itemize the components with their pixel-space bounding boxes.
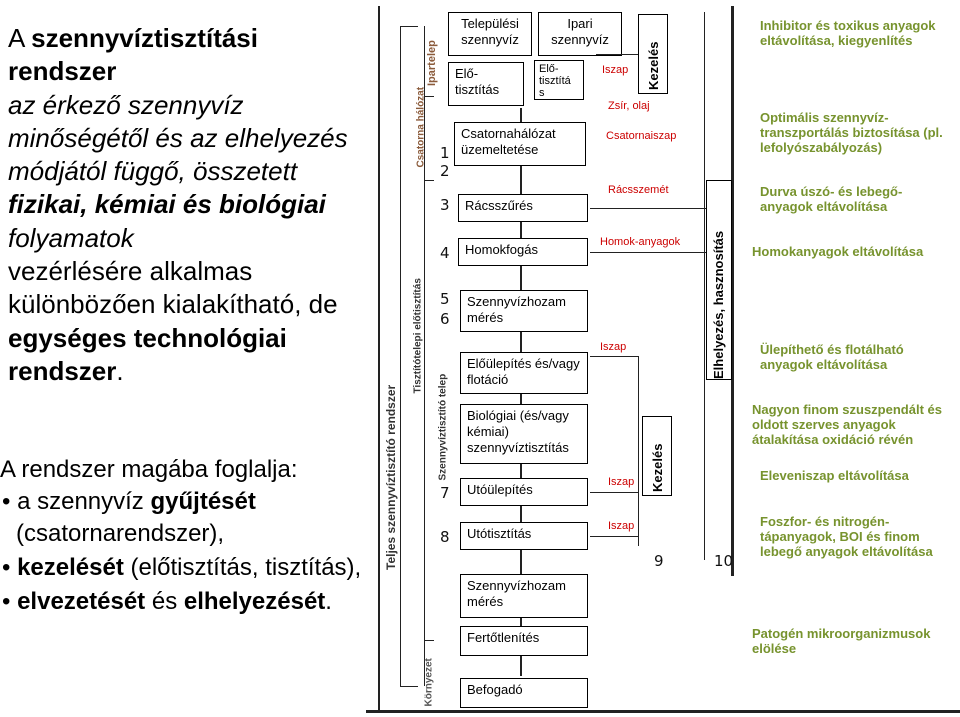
text-line: az érkező szennyvíz — [8, 89, 244, 120]
step-number: 8 — [440, 528, 450, 546]
step-number: 2 — [440, 162, 450, 180]
label-csatorna: Csatorna hálózat — [415, 86, 427, 168]
step-number: 5 — [440, 290, 450, 308]
bracket-tick — [424, 180, 434, 181]
step-number: 7 — [440, 484, 450, 502]
text-line: egységes technológiai — [8, 322, 287, 353]
box-kezeles-top — [638, 14, 668, 94]
label-homokanyagok: Homok-anyagok — [600, 236, 681, 248]
box-ipari-szennyviz: Ipari szennyvíz — [538, 12, 622, 56]
desc-durva: Durva úszó- és lebegő-anyagok eltávolítása — [760, 184, 903, 214]
bullet-continuation: (csatornarendszer), — [16, 520, 225, 547]
kezeles-label: Kezelés — [650, 443, 665, 492]
kezeles-label: Kezelés — [646, 41, 661, 90]
elhelyezes-label: Elhelyezés, hasznosítás — [711, 230, 726, 379]
desc-homok: Homokanyagok eltávolítása — [752, 244, 924, 259]
text-line: módjától függő, összetett — [8, 156, 298, 187]
box-eloulepites: Előülepítés és/vagy flotáció — [460, 352, 588, 394]
box-elotisztitas-ipari: Elő- tisztítá s — [534, 60, 584, 100]
list-intro: A rendszer magába foglalja: — [0, 456, 298, 483]
connector-line — [590, 252, 710, 253]
diagram-border-bottom — [366, 710, 960, 713]
label-tisztito-telep: Szennyvíztisztító telep — [437, 373, 449, 481]
box-utotisztitas: Utótisztítás — [460, 522, 588, 550]
step-number: 6 — [440, 310, 450, 328]
box-szennyvizhozam-meres-1: Szennyvízhozam mérés — [460, 290, 588, 332]
box-biologiai: Biológiai (és/vagy kémiai) szennyvíztisztítás — [460, 404, 588, 464]
box-fertotlenites: Fertőtlenítés — [460, 626, 588, 656]
text-line: folyamatok — [8, 222, 134, 253]
box-telepulesi-szennyviz: Települési szennyvíz — [448, 12, 532, 56]
connector-line — [590, 536, 638, 537]
description-paragraph — [8, 22, 368, 388]
bullet-item: • a szennyvíz gyűjtését — [2, 488, 256, 515]
step-number: 9 — [654, 552, 664, 570]
label-racsszemet: Rácsszemét — [608, 184, 669, 196]
text-line: rendszer. — [8, 355, 124, 386]
step-number: 4 — [440, 244, 450, 262]
step-number: 1 — [440, 144, 450, 162]
label-iszap: Iszap — [600, 341, 627, 353]
desc-patogen: Patogén mikroorganizmusok elölése — [752, 626, 931, 656]
box-kezeles-mid — [642, 416, 672, 496]
label-csatornaiszap: Csatornaiszap — [606, 130, 677, 142]
box-elotisztitas: Elő- tisztítás — [448, 62, 524, 106]
label-iszap: Iszap — [608, 520, 635, 532]
label-iszap: Iszap — [608, 476, 635, 488]
connector-line — [596, 54, 640, 55]
label-teljes-rendszer: Teljes szennyvíztisztító rendszer — [384, 384, 398, 570]
text-line: különbözően kialakítható, de — [8, 289, 338, 320]
label-zsir-olaj: Zsír, olaj — [608, 100, 650, 112]
connector-line — [704, 12, 705, 560]
label-iszap: Iszap — [602, 64, 629, 76]
bracket-tick — [424, 640, 434, 641]
text-line: A szennyvíztisztítási rendszer — [8, 23, 258, 87]
label-tisztitotelepi: Tisztítótelepi előtisztítás — [412, 278, 424, 394]
text-line: fizikai, kémiai és biológiai — [8, 189, 326, 220]
box-szennyvizhozam-meres-2: Szennyvízhozam mérés — [460, 574, 588, 618]
box-csatornahalozat: Csatornahálózat üzemeltetése — [454, 122, 586, 166]
bracket-teljes — [400, 26, 401, 686]
connector-line — [590, 492, 638, 493]
connector-line — [590, 208, 710, 209]
box-racsszures: Rácsszűrés — [458, 194, 588, 222]
desc-foszfor: Foszfor- és nitrogén-tápanyagok, BOI és finom lebegő anyagok eltávolítása — [760, 514, 933, 559]
text-line: minőségétől és az elhelyezés — [8, 122, 348, 153]
connector-line — [638, 356, 639, 546]
step-number: 3 — [440, 196, 450, 214]
label-ipartelep: Ipartelep — [426, 40, 438, 86]
desc-oxidacio: Nagyon finom szuszpendált és oldott szerves anyagok átalakítása oxidáció révén — [752, 402, 942, 447]
bullet-item: • elvezetését és elhelyezését. — [2, 588, 332, 615]
box-utoulepites: Utóülepítés — [460, 478, 588, 506]
desc-inhibitor: Inhibitor és toxikus anyagok eltávolítása, kiegyenlítés — [760, 18, 936, 48]
diagram-border-left — [378, 6, 380, 710]
box-homokfogas: Homokfogás — [458, 238, 588, 266]
label-kornyezet: Környezet — [423, 658, 435, 707]
text-line: vezérlésére alkalmas — [8, 256, 253, 287]
desc-eleveniszap: Eleveniszap eltávolítása — [760, 468, 909, 483]
bracket-tick — [400, 26, 418, 27]
desc-ulepitheto: Ülepíthető és flotálható anyagok eltávolítása — [760, 342, 904, 372]
bullet-item: • kezelését (előtisztítás, tisztítás), — [2, 554, 362, 581]
step-number: 10 — [714, 552, 734, 570]
box-befogado: Befogadó — [460, 678, 588, 708]
desc-transzport: Optimális szennyvíz-transzportálás biztosítása (pl. lefolyószabályozás) — [760, 110, 943, 155]
connector-line — [590, 356, 638, 357]
box-elhelyezes — [706, 180, 732, 380]
bracket-tick — [400, 686, 418, 687]
